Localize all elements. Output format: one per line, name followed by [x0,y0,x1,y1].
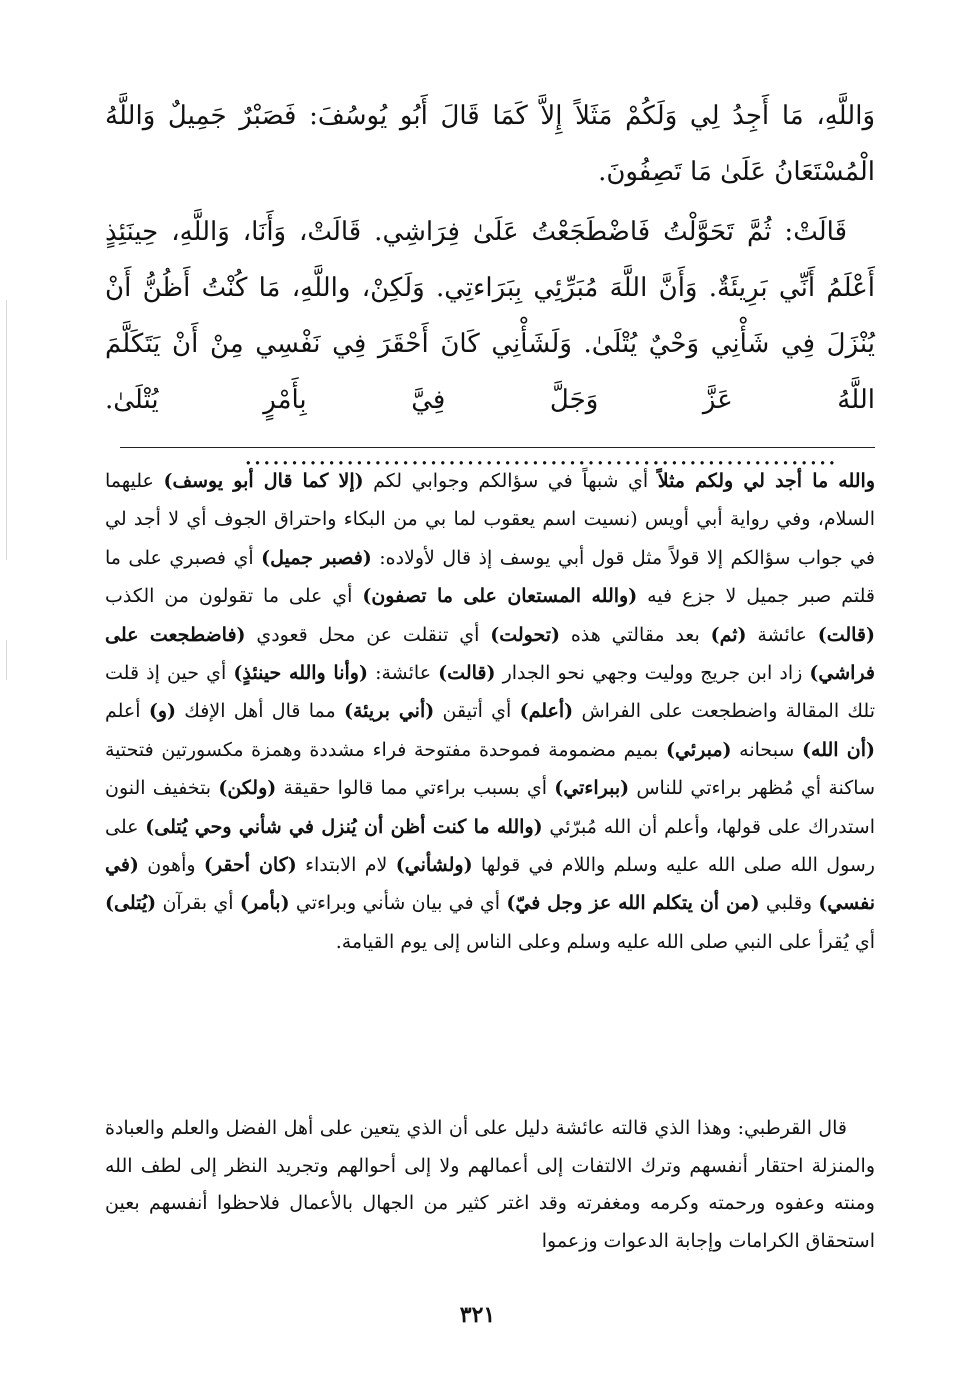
qurtubi-quote [105,1110,875,1260]
hadith-ellipsis: ................................................................ [244,441,837,471]
commentary-explanation: عائشة [746,623,818,646]
commentary-paragraph [105,462,875,961]
page-number: ٣٢١ [459,1302,496,1328]
commentary-quote: (كان أحقر) [203,854,297,877]
commentary-explanation: وقلبي [759,892,819,915]
commentary-explanation: بعد مقالتي هذه [560,623,711,646]
commentary-quote: (إلا كما قال أبو يوسف) [163,470,364,492]
commentary-quote: والله ما أجد لي ولكم مثلاً [657,470,876,492]
commentary-explanation: على رسول الله صلى الله عليه وسلم واللام في قولها [105,815,875,877]
commentary-explanation: وأهون [138,854,204,877]
commentary-explanation: أي بسبب براءتي مما قالوا حقيقة [276,777,555,800]
commentary-quote: (أعلم) [519,700,574,723]
scan-edge-mark [6,300,7,560]
commentary-quote: (يُتلى) [105,892,157,915]
scan-edge-mark [6,640,7,680]
commentary-explanation: أي شبهاً في سؤالكم وجوابي لكم [363,470,658,492]
commentary-explanation: أي على ما تقولون من الكذب [105,585,363,608]
commentary-quote: (أني بريئة) [343,700,435,723]
commentary-explanation: بميم مضمومة فموحدة مفتوحة فراء مشددة وهمزة مكسورتين فتحتية ساكنة أي مُظهر براءتي للناس [105,738,875,800]
commentary-explanation: أي بقرآن [156,892,240,915]
footnote-separator-line [120,447,875,448]
commentary-quote: (من أن يتكلم الله عز وجل فيّ) [506,892,760,915]
commentary-quote: (والله المستعان على ما تصفون) [362,585,638,608]
commentary-quote: (ببراءتي) [554,777,630,800]
commentary-explanation: سبحانه [731,738,803,761]
commentary-quote: (في نفسي) [105,854,875,915]
commentary-explanation: أي فصبري على ما قلتم صبر جميل لا جزع فيه [105,546,875,608]
commentary-quote: (قالت) [438,662,496,685]
commentary-text [105,462,875,961]
commentary-quote: (وأنا والله حينئذٍ) [233,662,368,685]
commentary-quote: (والله ما كنت أظن أن يُنزل في شأني وحي يُتلى) [145,815,543,838]
commentary-explanation: أعلم [105,700,149,723]
commentary-explanation: عائشة: [367,662,439,685]
commentary-explanation: أي يُقرأ على النبي صلى الله عليه وسلم وعلى الناس إلى يوم القيامة. [335,930,875,953]
commentary-explanation: مما قال أهل الإفك [176,700,344,723]
commentary-explanation: زاد ابن جريج ووليت وجهي نحو الجدار [495,662,810,685]
qurtubi-paragraph: قال القرطبي: وهذا الذي قالته عائشة دليل على أن الذي يتعين على أهل الفضل والعلم والعبادة والمنزلة احتقار أنفسهم وترك الالتفات إلى أعمالهم ولا إلى أحوالهم وتجريد النظر إلى لطف الله ومنته وعفوه ورحمته وكرمه ومغفرته وقد اغتر كثير من الجهال بالأعمال فلاحظوا أنفسهم بعين استحقاق الكرامات وإجابة الدعوات وزعموا [105,1117,875,1252]
commentary-explanation: أي تنقلت عن محل قعودي [245,623,491,646]
commentary-quote: (مبرئي) [666,738,732,761]
hadith-paragraph-1: وَاللَّهِ، مَا أَجِدُ لِي وَلَكُمْ مَثَلاً إِلاَّ كَمَا قَالَ أَبُو يُوسُفَ: فَصَبْرٌ جَمِيلٌ وَاللَّهُ الْمُسْتَعَانُ عَلَىٰ مَا تَصِفُونَ. [105,101,875,187]
commentary-explanation: بتخفيف النون استدراك على قولها، وأعلم أن الله مُبرّئي [105,777,875,838]
commentary-quote: (و) [148,700,176,723]
commentary-quote: (ولكن) [218,777,277,800]
commentary-quote: (قالت) [817,623,875,646]
commentary-quote: (فاضطجعت على فراشي) [105,623,875,685]
commentary-quote: (ولشأني) [395,854,473,877]
commentary-quote: (فصبر جميل) [261,546,372,569]
commentary-explanation: عليهما السلام، وفي رواية أبي أويس (نسيت اسم يعقوب لما بي من البكاء واحتراق الجوف أي لا أجد لي في جواب سؤالكم إلا قولاً مثل قول أبي يوسف إذ قال لأولاده: [105,470,875,569]
commentary-explanation: أي في بيان شأني وبراءتي [289,892,507,915]
commentary-explanation: لام الابتداء [296,854,396,877]
hadith-paragraph-2 [105,204,875,484]
hadith-text [105,88,875,484]
hadith-paragraph-2-text: قَالَتْ: ثُمَّ تَحَوَّلْتُ فَاضْطَجَعْتُ عَلَىٰ فِرَاشِي. قَالَتْ، وَأَنَا، وَاللَّهِ، حِينَئِذٍ أَعْلَمُ أَنِّي بَرِيئَةٌ. وَأَنَّ اللَّهَ مُبَرِّئِي بِبَرَاءتِي. وَلَكِنْ، واللَّهِ، مَا كُنْتُ أَظُنُّ أَنْ يُنْزَلَ فِي شَأْنِي وَحْيٌ يُتْلَىٰ. وَلَشَأْنِي كَانَ أَحْقَرَ فِي نَفْسِي مِنْ أَنْ يَتَكَلَّمَ اللَّهُ عَزَّ وَجَلَّ فِيَّ بِأَمْرٍ يُتْلَىٰ. [105,217,875,415]
commentary-quote: (أن الله) [802,738,876,761]
commentary-quote: (تحولت) [490,623,560,646]
commentary-quote: (ثم) [710,623,747,646]
commentary-explanation: أي أتيقن [434,700,520,723]
commentary-quote: (بأمر) [239,892,290,915]
commentary-explanation: أي حين إذ قلت تلك المقالة واضطجعت على الفراش [105,662,875,723]
